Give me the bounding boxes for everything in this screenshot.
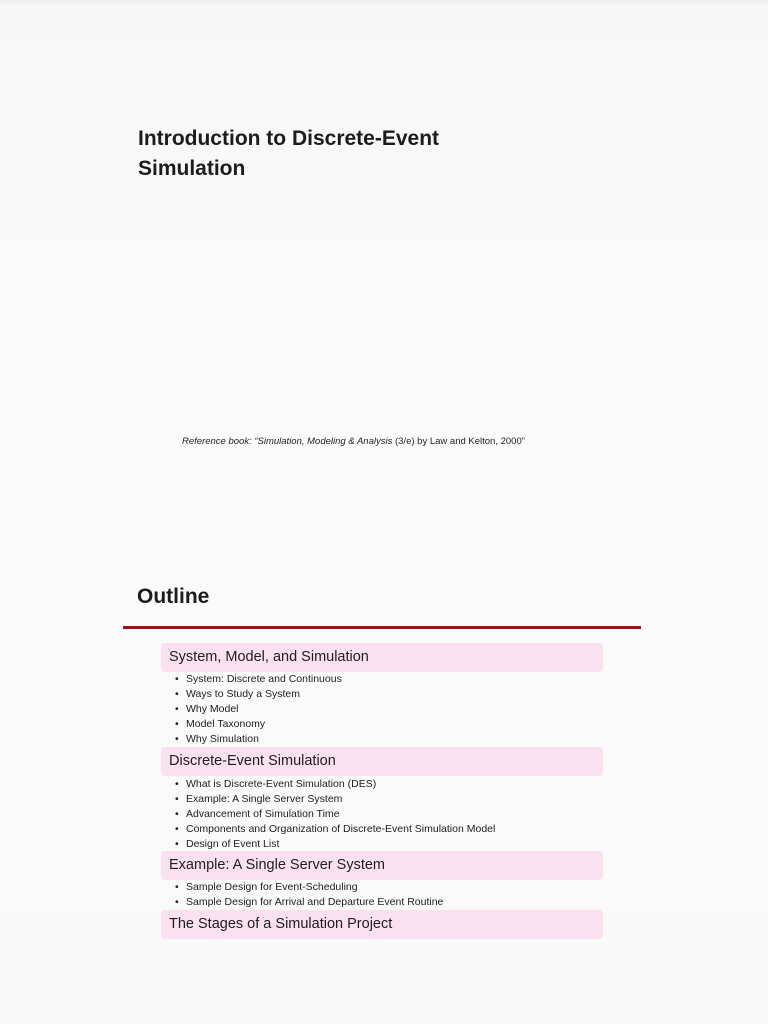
slide-title bbox=[138, 124, 558, 184]
bullet-item: • Ways to Study a System bbox=[175, 687, 342, 702]
bullet-item: • Components and Organization of Discrete-Event Simulation Model bbox=[175, 822, 495, 837]
bullet-item: • System: Discrete and Continuous bbox=[175, 672, 342, 687]
bullet-item: • Model Taxonomy bbox=[175, 717, 342, 732]
bullet-item: • Sample Design for Event-Scheduling bbox=[175, 880, 443, 895]
section-bullet-list bbox=[175, 777, 495, 852]
title-divider bbox=[123, 626, 641, 629]
bullet-item: • Sample Design for Arrival and Departure Event Routine bbox=[175, 895, 443, 910]
reference-edition: (3/e) bbox=[394, 436, 415, 447]
reference-note bbox=[182, 436, 525, 447]
bullet-item: • Example: A Single Server System bbox=[175, 792, 495, 807]
outline-title: Outline bbox=[137, 585, 210, 608]
bullet-item: • Why Simulation bbox=[175, 732, 342, 747]
slide-title-line-2: Simulation bbox=[138, 157, 246, 180]
bullet-item: • Advancement of Simulation Time bbox=[175, 807, 495, 822]
section-bullet-list bbox=[175, 880, 443, 910]
section-heading: Discrete-Event Simulation bbox=[161, 747, 603, 776]
section-bullet-list bbox=[175, 672, 342, 747]
bullet-item: • What is Discrete-Event Simulation (DES) bbox=[175, 777, 495, 792]
slide-title-line-1: Introduction to Discrete-Event bbox=[138, 127, 440, 150]
bullet-item: • Why Model bbox=[175, 702, 342, 717]
bullet-item: • Design of Event List bbox=[175, 837, 495, 852]
reference-prefix: Reference book: “Simulation, Modeling & Analysis bbox=[182, 436, 393, 447]
scan-edge bbox=[0, 0, 768, 6]
section-heading: System, Model, and Simulation bbox=[161, 643, 603, 672]
section-heading: Example: A Single Server System bbox=[161, 851, 603, 880]
reference-suffix: by Law and Kelton, 2000” bbox=[417, 436, 525, 447]
section-heading: The Stages of a Simulation Project bbox=[161, 910, 603, 939]
